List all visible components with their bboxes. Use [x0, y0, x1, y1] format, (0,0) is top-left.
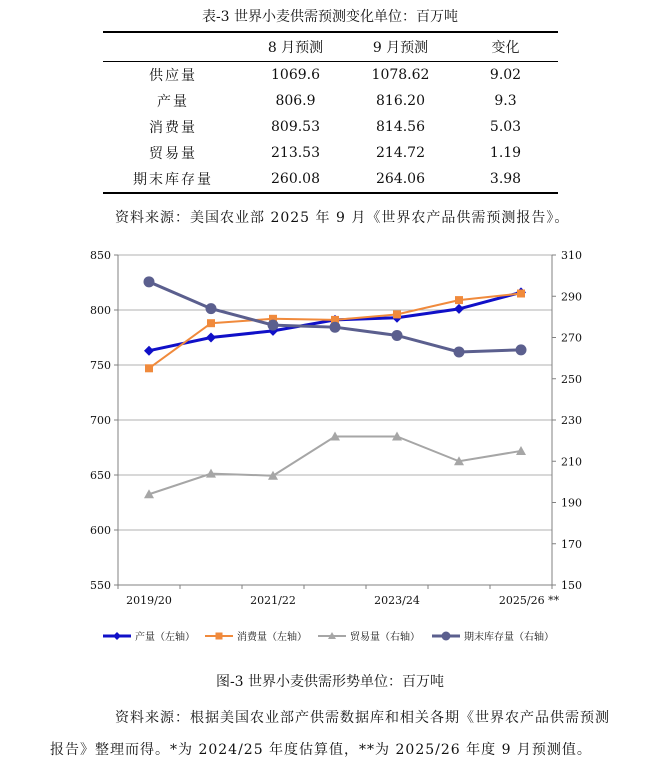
legend-label: 贸易量（右轴）	[350, 632, 420, 643]
series-point	[206, 333, 216, 343]
series-point	[207, 319, 215, 327]
cell-aug: 260.08	[271, 171, 320, 187]
row-label: 贸易量	[149, 146, 197, 162]
right-tick-label: 250	[561, 372, 582, 386]
table-source-note: 资料来源：美国农业部 2025 年 9 月《世界农产品供需预测报告》。	[115, 210, 570, 226]
figure-source-note: 资料来源：根据美国农业部产供需数据库和相关各期《世界农产品供需预测报告》整理而得。*为 2024/25 年度估算值，**为 2025/26 年度 9 月预测值。	[50, 710, 610, 758]
table-header-row	[103, 32, 558, 62]
row-label: 期末库存量	[133, 172, 213, 188]
series-point	[330, 322, 341, 333]
row-label: 供应量	[149, 68, 197, 84]
header-change: 变化	[491, 40, 520, 56]
table-row	[103, 114, 558, 140]
left-tick-label: 750	[90, 359, 111, 372]
left-tick-label: 650	[90, 469, 111, 482]
legend-marker	[216, 633, 223, 640]
series-point	[516, 344, 527, 355]
table-row	[103, 166, 558, 193]
x-tick-label: 2025/26 **	[498, 594, 560, 607]
cell-change: 5.03	[489, 119, 522, 135]
cell-aug: 809.53	[271, 119, 320, 135]
cell-change: 3.98	[489, 171, 522, 187]
cell-aug: 213.53	[271, 145, 320, 161]
cell-change: 9.02	[489, 67, 522, 83]
right-tick-label: 210	[561, 455, 582, 469]
right-tick-label: 170	[561, 537, 582, 551]
cell-aug: 806.9	[275, 93, 316, 109]
left-tick-label: 700	[90, 414, 111, 427]
right-tick-label: 230	[561, 414, 582, 427]
wheat-supply-demand-chart	[0, 240, 660, 660]
cell-sep: 264.06	[376, 171, 425, 187]
cell-sep: 1078.62	[371, 67, 430, 83]
series-point	[393, 310, 401, 318]
right-tick-label: 270	[561, 331, 582, 345]
series-point	[517, 290, 525, 298]
header-sep: 9 月预测	[372, 40, 429, 56]
table-title: 表-3 世界小麦供需预测变化单位：百万吨	[201, 9, 459, 25]
left-tick-label: 550	[90, 579, 111, 592]
series-point	[145, 364, 153, 372]
series-point	[454, 346, 465, 357]
right-tick-label: 290	[561, 290, 582, 304]
table-row	[103, 62, 558, 89]
right-tick-label: 190	[561, 496, 582, 510]
series-point	[516, 446, 526, 455]
x-tick-label: 2019/20	[126, 594, 172, 607]
legend-label: 产量（左轴）	[135, 632, 195, 643]
x-tick-label: 2023/24	[374, 594, 420, 607]
table-row	[103, 140, 558, 166]
cell-change: 1.19	[489, 145, 522, 161]
series-point	[206, 303, 217, 314]
right-tick-label: 150	[561, 579, 582, 592]
series-point	[268, 320, 279, 331]
supply-demand-table	[103, 31, 558, 194]
cell-sep: 816.20	[376, 93, 425, 109]
cell-aug: 1069.6	[271, 67, 320, 83]
row-label: 消费量	[149, 120, 197, 136]
series-point	[144, 276, 155, 287]
left-tick-label: 800	[90, 304, 111, 317]
x-tick-label: 2021/22	[250, 594, 296, 607]
legend-label: 消费量（左轴）	[237, 632, 307, 643]
cell-sep: 814.56	[376, 119, 425, 135]
legend-marker	[442, 632, 451, 641]
legend-label: 期末库存量（右轴）	[464, 632, 554, 643]
series-line	[149, 437, 521, 495]
series-point	[455, 296, 463, 304]
header-blank	[103, 32, 243, 62]
series-point	[392, 330, 403, 341]
series-point	[454, 304, 464, 314]
header-aug: 8 月预测	[267, 40, 324, 56]
row-label: 产量	[157, 94, 189, 110]
figure-caption: 图-3 世界小麦供需形势单位：百万吨	[215, 674, 445, 690]
left-tick-label: 850	[90, 249, 111, 262]
series-point	[144, 346, 154, 356]
left-tick-label: 600	[90, 524, 111, 537]
legend-marker	[113, 632, 121, 640]
cell-change: 9.3	[494, 93, 517, 109]
cell-sep: 214.72	[376, 145, 425, 161]
right-tick-label: 310	[561, 249, 582, 262]
table-row	[103, 88, 558, 114]
